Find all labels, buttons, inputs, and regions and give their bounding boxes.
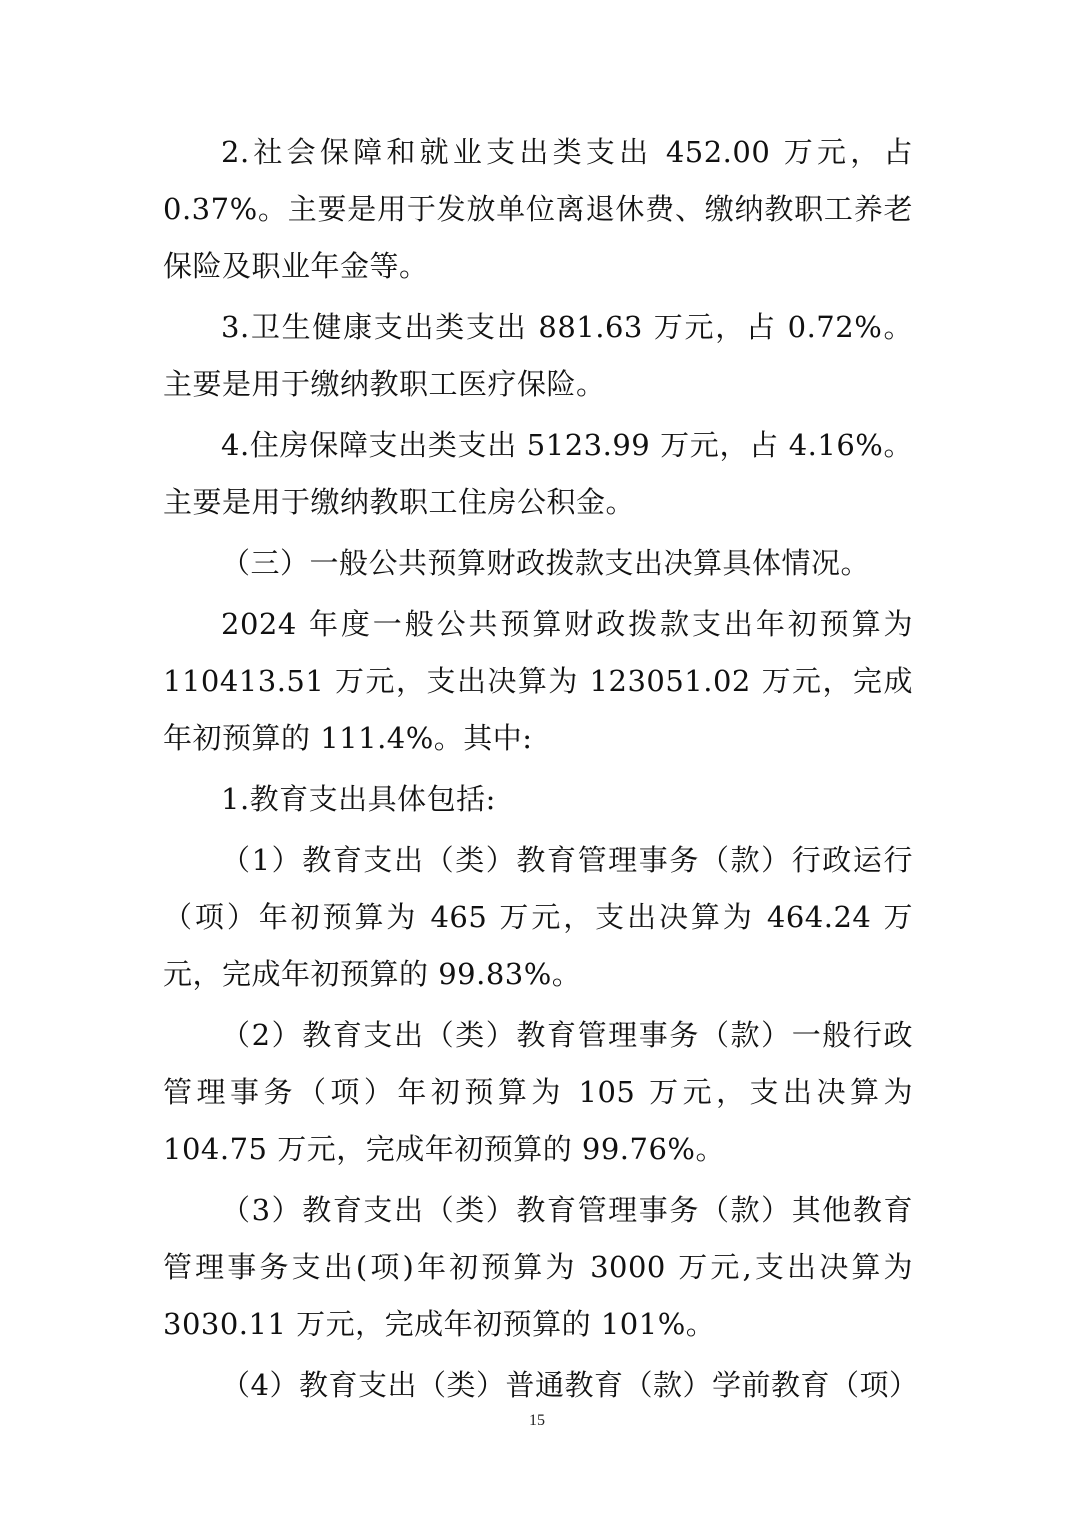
page-number: 15 — [529, 1412, 545, 1429]
paragraph-health: 3.卫生健康支出类支出 881.63 万元，占 0.72%。主要是用于缴纳教职工医疗保险。 — [163, 310, 913, 401]
paragraph-item-2: （2）教育支出（类）教育管理事务（款）一般行政管理事务（项）年初预算为 105 万元，支出决算为 104.75 万元，完成年初预算的 99.76%。 — [163, 1018, 913, 1166]
paragraph-item-3: （3）教育支出（类）教育管理事务（款）其他教育管理事务支出(项)年初预算为 3000 万元,支出决算为 3030.11 万元，完成年初预算的 101%。 — [163, 1193, 913, 1341]
paragraph-item-4: （4）教育支出（类）普通教育（款）学前教育（项） — [221, 1368, 919, 1402]
paragraph-social-security: 2.社会保障和就业支出类支出 452.00 万元，占 0.37%。主要是用于发放单位离退休费、缴纳教职工养老保险及职业年金等。 — [163, 135, 913, 283]
paragraph-housing: 4.住房保障支出类支出 5123.99 万元，占 4.16%。主要是用于缴纳教职工住房公积金。 — [163, 428, 913, 519]
paragraph-item-1: （1）教育支出（类）教育管理事务（款）行政运行（项）年初预算为 465 万元，支出决算为 464.24 万元，完成年初预算的 99.83%。 — [163, 843, 913, 991]
document-body — [163, 124, 919, 1418]
paragraph-education-intro: 1.教育支出具体包括: — [221, 782, 496, 816]
section-heading-general-budget: （三）一般公共预算财政拨款支出决算具体情况。 — [221, 546, 871, 580]
paragraph-budget-summary: 2024 年度一般公共预算财政拨款支出年初预算为 110413.51 万元，支出决算为 123051.02 万元，完成年初预算的 111.4%。其中: — [163, 607, 913, 755]
